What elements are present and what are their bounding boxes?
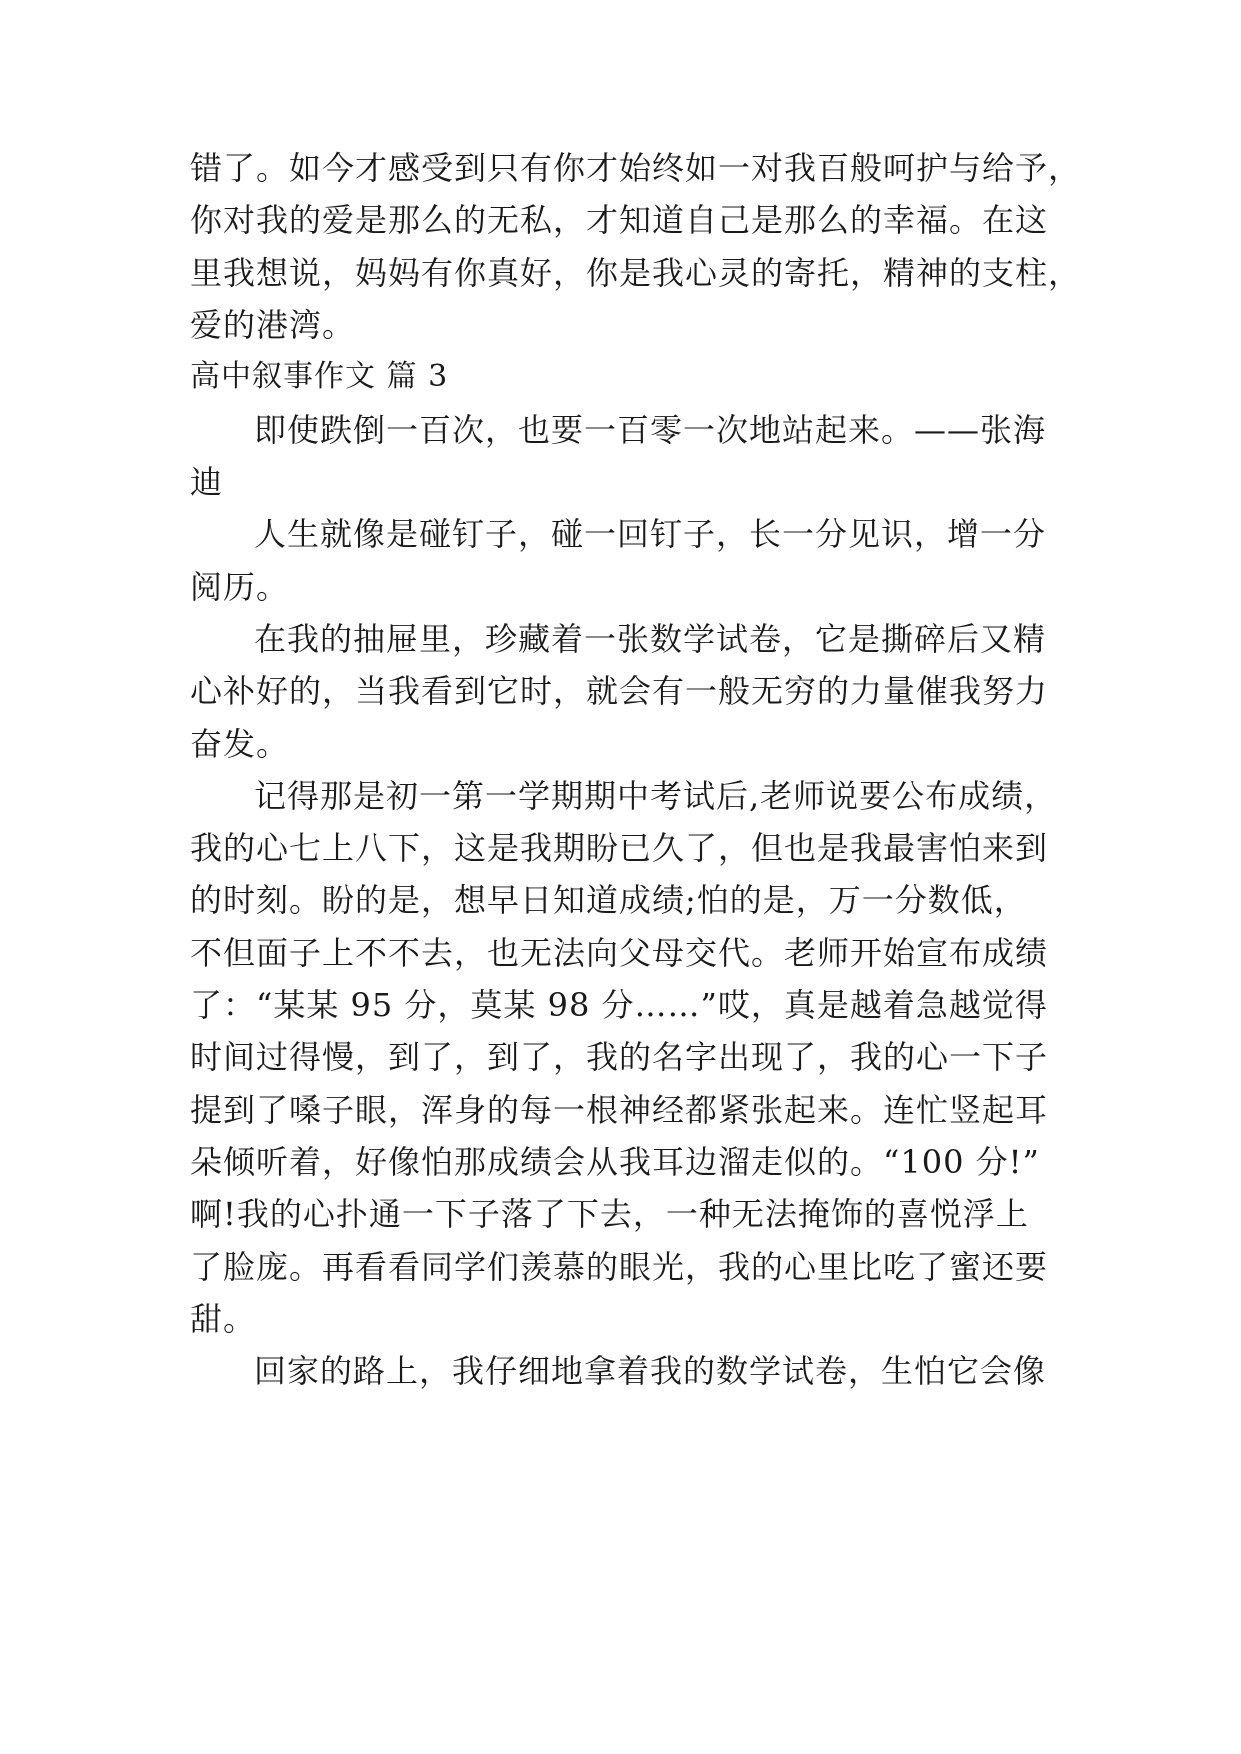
paragraph-line: 在我的抽屉里，珍藏着一张数学试卷，它是撕碎后又精 bbox=[254, 620, 1047, 658]
quote-line: 迪 bbox=[190, 463, 224, 501]
paragraph-line: 里我想说，妈妈有你真好，你是我心灵的寄托，精神的支柱， bbox=[190, 254, 1082, 292]
paragraph-line: 回家的路上，我仔细地拿着我的数学试卷，生怕它会像 bbox=[254, 1352, 1047, 1390]
paragraph-line: 啊!我的心扑通一下子落了下去，一种无法掩饰的喜悦浮上 bbox=[190, 1195, 1029, 1233]
paragraph-line: 记得那是初一第一学期期中考试后,老师说要公布成绩， bbox=[254, 777, 1058, 815]
paragraph-line: 朵倾听着，好像怕那成绩会从我耳边溜走似的。“100 分!” bbox=[190, 1143, 1040, 1181]
paragraph-line: 了：“某某 95 分，莫某 98 分……”哎，真是越着急越觉得 bbox=[190, 986, 1048, 1024]
paragraph-line: 提到了嗓子眼，浑身的每一根神经都紧张起来。连忙竖起耳 bbox=[190, 1091, 1049, 1129]
paragraph-line: 人生就像是碰钉子，碰一回钉子，长一分见识，增一分 bbox=[254, 515, 1047, 553]
section-title: 高中叙事作文 篇 3 bbox=[190, 359, 449, 394]
paragraph-line: 了脸庞。再看看同学们羡慕的眼光，我的心里比吃了蜜还要 bbox=[190, 1248, 1049, 1286]
paragraph-line: 不但面子上不不去，也无法向父母交代。老师开始宣布成绩 bbox=[190, 934, 1049, 972]
paragraph-line: 爱的港湾。 bbox=[190, 306, 356, 344]
paragraph-line: 心补好的，当我看到它时，就会有一般无穷的力量催我努力 bbox=[190, 672, 1049, 710]
paragraph-line: 你对我的爱是那么的无私，才知道自己是那么的幸福。在这 bbox=[190, 201, 1049, 239]
paragraph-line: 奋发。 bbox=[190, 725, 290, 763]
quote-line: 即使跌倒一百次，也要一百零一次地站起来。——张海 bbox=[254, 411, 1047, 449]
paragraph-line: 阅历。 bbox=[190, 568, 290, 606]
paragraph-line: 时间过得慢，到了，到了，我的名字出现了，我的心一下子 bbox=[190, 1038, 1049, 1076]
paragraph-line: 错了。如今才感受到只有你才始终如一对我百般呵护与给予， bbox=[190, 149, 1082, 187]
paragraph-line: 我的心七上八下，这是我期盼已久了，但也是我最害怕来到 bbox=[190, 829, 1049, 867]
paragraph-line: 甜。 bbox=[190, 1300, 257, 1338]
paragraph-line: 的时刻。盼的是，想早日知道成绩;怕的是，万一分数低， bbox=[190, 881, 1027, 919]
